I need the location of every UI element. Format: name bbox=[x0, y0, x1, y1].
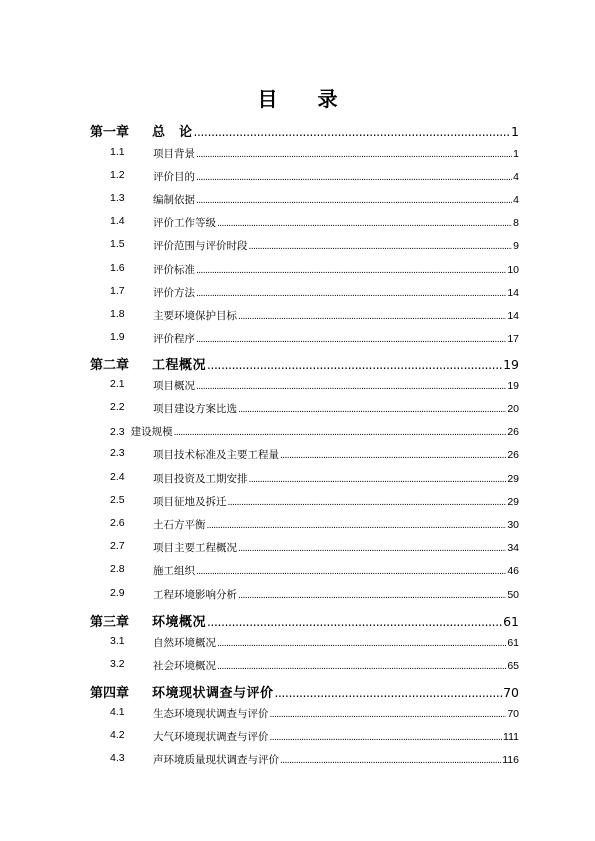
toc-section-title: 自然环境概况 bbox=[153, 637, 216, 649]
toc-leader-dots bbox=[270, 733, 503, 743]
toc-section-number: 2.3 bbox=[110, 426, 125, 438]
toc-section-title: 建设规模 bbox=[130, 426, 173, 438]
toc-chapter-number: 第二章 bbox=[90, 358, 130, 373]
toc-entry-section[interactable] bbox=[0, 192, 595, 207]
toc-page-number: 26 bbox=[507, 426, 519, 438]
toc-entry-chapter[interactable] bbox=[0, 354, 595, 373]
toc-section-number: 2.3 bbox=[110, 447, 125, 459]
toc-leader-dots bbox=[196, 335, 506, 345]
toc-page-number: 50 bbox=[507, 589, 519, 601]
toc-entry-section[interactable] bbox=[0, 401, 595, 416]
toc-section-title: 评价目的 bbox=[153, 171, 195, 183]
toc-entry-section[interactable] bbox=[0, 494, 595, 509]
toc-section-number: 2.1 bbox=[110, 378, 125, 390]
toc-chapter-title: 工程概况 bbox=[152, 358, 207, 373]
toc-section-title: 社会环境概况 bbox=[153, 660, 216, 672]
toc-section-title: 评价工作等级 bbox=[153, 217, 216, 229]
toc-page-number: 9 bbox=[513, 240, 519, 252]
toc-leader-dots bbox=[217, 219, 512, 229]
toc-leader-dots bbox=[196, 173, 512, 183]
toc-leader-dots bbox=[270, 710, 507, 720]
toc-entry-chapter[interactable] bbox=[0, 682, 595, 701]
toc-page-number: 1 bbox=[511, 124, 519, 139]
toc-section-number: 1.3 bbox=[110, 192, 125, 204]
toc-page-number: 26 bbox=[507, 449, 519, 461]
toc-entry-section[interactable] bbox=[0, 378, 595, 393]
toc-page-number: 4 bbox=[513, 171, 519, 183]
toc-section-title: 评价方法 bbox=[153, 287, 195, 299]
title-right-char: 录 bbox=[317, 87, 338, 111]
toc-entry-section[interactable] bbox=[0, 540, 595, 555]
toc-section-title: 主要环境保护目标 bbox=[153, 310, 237, 322]
toc-chapter-title: 环境现状调查与评价 bbox=[152, 686, 274, 701]
toc-entry-section[interactable] bbox=[0, 587, 595, 602]
toc-section-number: 2.9 bbox=[110, 587, 125, 599]
toc-section-number: 1.5 bbox=[110, 238, 125, 250]
toc-section-title: 项目概况 bbox=[153, 380, 195, 392]
toc-entry-chapter[interactable] bbox=[0, 121, 595, 140]
toc-section-title: 项目征地及拆迁 bbox=[153, 496, 227, 508]
toc-section-title: 大气环境现状调查与评价 bbox=[153, 731, 269, 743]
toc-leader-dots bbox=[217, 639, 506, 649]
toc-section-number: 2.5 bbox=[110, 494, 125, 506]
toc-page-number: 34 bbox=[507, 542, 519, 554]
toc-section-title: 编制依据 bbox=[153, 194, 195, 206]
toc-page-number: 46 bbox=[507, 565, 519, 577]
toc-section-number: 4.1 bbox=[110, 706, 125, 718]
toc-page-number: 70 bbox=[503, 685, 519, 700]
toc-section-number: 1.2 bbox=[110, 169, 125, 181]
toc-section-title: 生态环境现状调查与评价 bbox=[153, 708, 269, 720]
toc-entry-section[interactable] bbox=[0, 308, 595, 323]
toc-section-title: 评价程序 bbox=[153, 333, 195, 345]
toc-entry-section[interactable] bbox=[0, 635, 595, 650]
toc-entry-section[interactable] bbox=[0, 285, 595, 300]
toc-leader-dots bbox=[207, 615, 502, 629]
toc-section-number: 2.2 bbox=[110, 401, 125, 413]
toc-leader-dots bbox=[196, 196, 512, 206]
toc-section-title: 施工组织 bbox=[153, 565, 195, 577]
toc-leader-dots bbox=[238, 544, 506, 554]
title-left-char: 目 bbox=[257, 87, 278, 111]
toc-section-number: 4.3 bbox=[110, 752, 125, 764]
toc-entry-section[interactable] bbox=[0, 517, 595, 532]
toc-chapter-number: 第三章 bbox=[90, 615, 130, 630]
toc-section-number: 2.4 bbox=[110, 471, 125, 483]
toc-leader-dots bbox=[249, 242, 513, 252]
toc-page-number: 14 bbox=[507, 310, 519, 322]
toc-leader-dots bbox=[207, 358, 502, 372]
toc-section-title: 项目建设方案比选 bbox=[153, 403, 237, 415]
toc-leader-dots bbox=[196, 150, 512, 160]
toc-section-number: 4.2 bbox=[110, 729, 125, 741]
toc-section-number: 1.1 bbox=[110, 146, 125, 158]
toc-page-number: 61 bbox=[503, 614, 519, 629]
toc-leader-dots bbox=[275, 686, 503, 700]
toc-chapter-number: 第四章 bbox=[90, 686, 130, 701]
toc-leader-dots bbox=[280, 451, 506, 461]
toc-entry-section[interactable] bbox=[0, 658, 595, 673]
toc-section-title: 工程环境影响分析 bbox=[153, 589, 237, 601]
toc-entry-chapter[interactable] bbox=[0, 611, 595, 630]
toc-leader-dots bbox=[196, 289, 506, 299]
toc-leader-dots bbox=[217, 662, 506, 672]
toc-leader-dots bbox=[196, 567, 506, 577]
toc-leader-dots bbox=[238, 312, 506, 322]
toc-leader-dots bbox=[238, 405, 506, 415]
toc-entry-section[interactable] bbox=[0, 563, 595, 578]
toc-page-number: 30 bbox=[507, 519, 519, 531]
toc-leader-dots bbox=[228, 498, 507, 508]
toc-section-title: 土石方平衡 bbox=[153, 519, 206, 531]
toc-section-number: 2.7 bbox=[110, 540, 125, 552]
toc-section-title: 项目投资及工期安排 bbox=[153, 473, 248, 485]
toc-entry-section[interactable] bbox=[0, 169, 595, 184]
toc-entry-section[interactable] bbox=[0, 424, 595, 439]
toc-entry-section[interactable] bbox=[0, 752, 595, 767]
toc-page-number: 4 bbox=[513, 194, 519, 206]
toc-entry-section[interactable] bbox=[0, 447, 595, 462]
toc-page-number: 61 bbox=[507, 637, 519, 649]
toc-chapter-number: 第一章 bbox=[90, 125, 130, 140]
toc-leader-dots bbox=[196, 266, 506, 276]
toc-chapter-title: 总 论 bbox=[152, 125, 193, 140]
toc-section-number: 3.1 bbox=[110, 635, 125, 647]
toc-leader-dots bbox=[196, 382, 506, 392]
toc-section-number: 2.6 bbox=[110, 517, 125, 529]
toc-page-number: 10 bbox=[507, 264, 519, 276]
toc-section-title: 评价范围与评价时段 bbox=[153, 240, 248, 252]
toc-entry-section[interactable] bbox=[0, 215, 595, 230]
toc-section-number: 2.8 bbox=[110, 563, 125, 575]
toc-page-number: 70 bbox=[507, 708, 519, 720]
toc-page-number: 65 bbox=[507, 660, 519, 672]
toc-leader-dots bbox=[207, 521, 507, 531]
toc-entry-section[interactable] bbox=[0, 238, 595, 253]
toc-section-title: 项目技术标准及主要工程量 bbox=[153, 449, 279, 461]
toc-entry-section[interactable] bbox=[0, 471, 595, 486]
toc-page-number: 29 bbox=[507, 496, 519, 508]
toc-section-title: 评价标准 bbox=[153, 264, 195, 276]
toc-page-number: 111 bbox=[503, 731, 519, 743]
toc-page-number: 19 bbox=[503, 357, 519, 372]
toc-entry-section[interactable] bbox=[0, 262, 595, 277]
toc-chapter-title: 环境概况 bbox=[152, 615, 207, 630]
toc-leader-dots bbox=[280, 756, 501, 766]
toc-leader-dots bbox=[238, 591, 506, 601]
toc-section-number: 1.6 bbox=[110, 262, 125, 274]
toc-section-number: 3.2 bbox=[110, 658, 125, 670]
toc-page-number: 19 bbox=[507, 380, 519, 392]
toc-page-number: 8 bbox=[513, 217, 519, 229]
toc-section-number: 1.9 bbox=[110, 331, 125, 343]
toc-entry-section[interactable] bbox=[0, 146, 595, 161]
toc-page-number: 17 bbox=[507, 333, 519, 345]
toc-section-title: 项目主要工程概况 bbox=[153, 542, 237, 554]
toc-page-number: 20 bbox=[507, 403, 519, 415]
toc-page-number: 29 bbox=[507, 473, 519, 485]
toc-entry-section[interactable] bbox=[0, 331, 595, 346]
toc-section-number: 1.8 bbox=[110, 308, 125, 320]
toc-leader-dots bbox=[194, 125, 511, 139]
toc-page-number: 1 bbox=[513, 148, 519, 160]
toc-section-number: 1.4 bbox=[110, 215, 125, 227]
toc-entry-section[interactable] bbox=[0, 729, 595, 744]
toc-entry-section[interactable] bbox=[0, 706, 595, 721]
toc-section-title: 项目背景 bbox=[153, 148, 195, 160]
toc-leader-dots bbox=[249, 475, 507, 485]
toc-page-number: 116 bbox=[502, 754, 519, 766]
toc-leader-dots bbox=[174, 428, 507, 438]
toc-section-title: 声环境质量现状调查与评价 bbox=[153, 754, 279, 766]
toc-section-number: 1.7 bbox=[110, 285, 125, 297]
toc-page-number: 14 bbox=[507, 287, 519, 299]
